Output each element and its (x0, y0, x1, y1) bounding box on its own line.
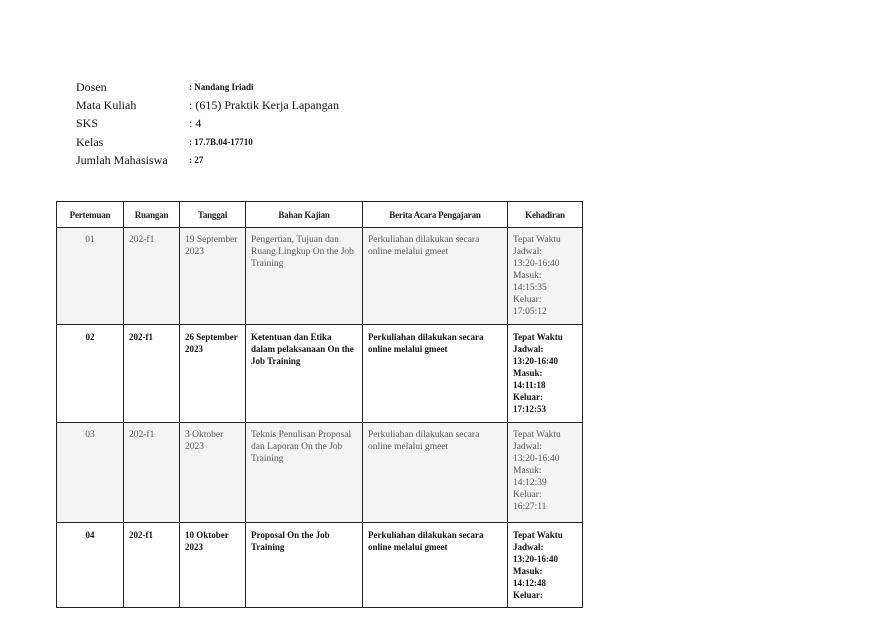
kehadiran-line: Keluar: (513, 392, 543, 402)
cell-ruangan: 202-f1 (124, 228, 180, 325)
cell-bahan-kajian: Proposal On the Job Training (246, 523, 363, 608)
kehadiran-line: Keluar: (513, 590, 543, 600)
kehadiran-line: 17:05:12 (513, 307, 547, 317)
cell-bahan-kajian: Teknis Penulisan Proposal dan Laporan On the Job Training (246, 423, 363, 523)
kehadiran-line: 13:20-16:40 (513, 259, 560, 269)
cell-pertemuan: 02 (57, 325, 124, 423)
header-bahan-kajian: Bahan Kajian (246, 202, 363, 228)
info-value: : 27 (189, 155, 204, 166)
info-row-dosen (76, 78, 339, 96)
cell-pertemuan: 04 (57, 523, 124, 608)
cell-berita-acara: Perkuliahan dilakukan secara online melalui gmeet (363, 423, 508, 523)
info-row-jumlah-mahasiswa (76, 151, 339, 169)
cell-berita-acara: Perkuliahan dilakukan secara online melalui gmeet (363, 325, 508, 423)
kehadiran-line: Jadwal: (513, 344, 544, 354)
info-value: : (615) Praktik Kerja Lapangan (189, 97, 339, 112)
kehadiran-line: Tepat Waktu (513, 530, 563, 540)
cell-kehadiran (508, 228, 583, 325)
table-row (57, 228, 583, 325)
kehadiran-line: Masuk: (513, 271, 542, 281)
info-row-mata-kuliah (76, 96, 339, 114)
kehadiran-line: 13:20-16:40 (513, 554, 558, 564)
cell-tanggal: 10 Oktober 2023 (180, 523, 246, 608)
header-kehadiran: Kehadiran (508, 202, 583, 228)
kehadiran-line: Tepat Waktu (513, 235, 561, 245)
cell-tanggal: 19 September 2023 (180, 228, 246, 325)
kehadiran-line: Jadwal: (513, 442, 543, 452)
kehadiran-line: Tepat Waktu (513, 332, 563, 342)
info-row-kelas (76, 133, 339, 151)
kehadiran-line: 13:20-16:40 (513, 356, 558, 366)
kehadiran-line: Keluar: (513, 490, 542, 500)
cell-bahan-kajian: Ketentuan dan Etika dalam pelaksanaan On the Job Training (246, 325, 363, 423)
cell-tanggal: 26 September 2023 (180, 325, 246, 423)
kehadiran-line: 14:15:35 (513, 283, 547, 293)
kehadiran-line: 14:11:18 (513, 380, 546, 390)
cell-kehadiran (508, 523, 583, 608)
info-label: SKS (76, 116, 99, 131)
cell-kehadiran (508, 423, 583, 523)
kehadiran-line: 13:20-16:40 (513, 454, 560, 464)
kehadiran-line: Masuk: (513, 368, 543, 378)
kehadiran-line: Tepat Waktu (513, 430, 561, 440)
table-header-row (57, 202, 583, 228)
header-tanggal: Tanggal (180, 202, 246, 228)
table-row (57, 325, 583, 423)
cell-ruangan: 202-f1 (124, 325, 180, 423)
kehadiran-line: Masuk: (513, 466, 542, 476)
header-pertemuan: Pertemuan (57, 202, 124, 228)
kehadiran-line: Keluar: (513, 295, 542, 305)
kehadiran-line: Masuk: (513, 566, 543, 576)
header-berita-acara: Berita Acara Pengajaran (363, 202, 508, 228)
kehadiran-line: 16:27:11 (513, 502, 547, 512)
info-label: Dosen (76, 79, 107, 94)
kehadiran-line: Jadwal: (513, 247, 543, 257)
kehadiran-line: 17:12:53 (513, 404, 546, 414)
cell-pertemuan: 03 (57, 423, 124, 523)
cell-ruangan: 202-f1 (124, 523, 180, 608)
cell-berita-acara: Perkuliahan dilakukan secara online melalui gmeet (363, 228, 508, 325)
cell-bahan-kajian: Pengertian, Tujuan dan Ruang Lingkup On the Job Training (246, 228, 363, 325)
cell-pertemuan: 01 (57, 228, 124, 325)
kehadiran-line: 14:12:39 (513, 478, 547, 488)
info-row-sks (76, 115, 339, 133)
info-label: Jumlah Mahasiswa (76, 152, 168, 167)
info-label: Kelas (76, 134, 104, 149)
kehadiran-line: 14:12:48 (513, 578, 546, 588)
cell-kehadiran (508, 325, 583, 423)
cell-tanggal: 3 Oktober 2023 (180, 423, 246, 523)
info-label: Mata Kuliah (76, 97, 137, 112)
table-row (57, 423, 583, 523)
table-row (57, 523, 583, 608)
cell-ruangan: 202-f1 (124, 423, 180, 523)
cell-berita-acara: Perkuliahan dilakukan secara online melalui gmeet (363, 523, 508, 608)
info-value: : 4 (189, 116, 202, 131)
attendance-table (56, 201, 583, 608)
info-value: : 17.7B.04-17710 (189, 137, 253, 148)
course-info (76, 78, 339, 169)
info-value: : Nandang Iriadi (189, 82, 254, 93)
header-ruangan: Ruangan (124, 202, 180, 228)
kehadiran-line: Jadwal: (513, 542, 544, 552)
